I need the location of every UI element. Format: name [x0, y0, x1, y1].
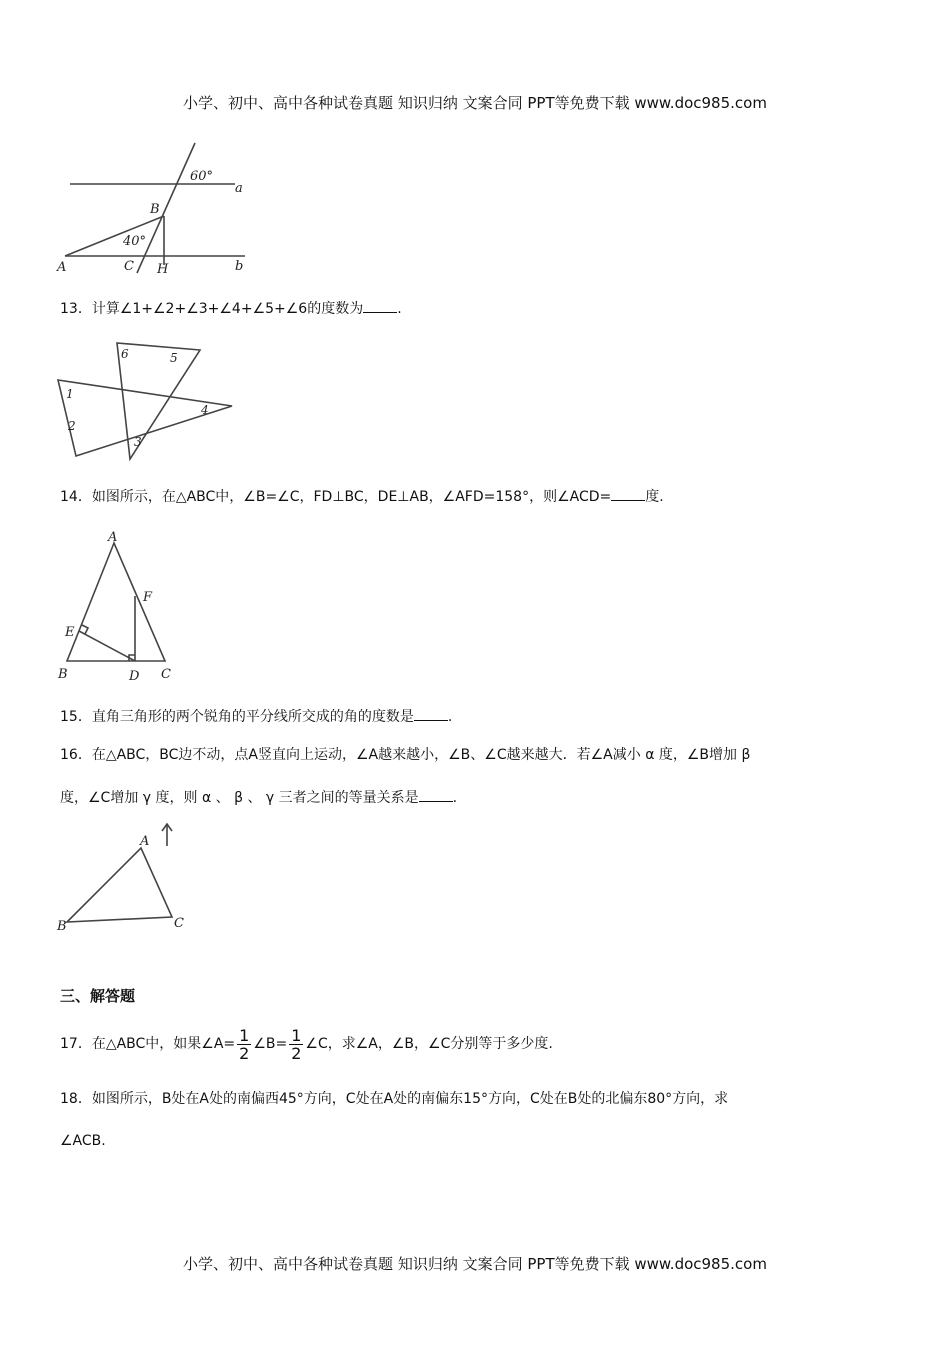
- angle-1-label: 1: [66, 387, 74, 401]
- question-15-end: .: [447, 709, 453, 725]
- section-title: 三、解答题: [60, 987, 136, 1005]
- question-14: [60, 486, 664, 506]
- point-F-label: F: [143, 590, 153, 605]
- angle-40-label: 40°: [123, 234, 147, 249]
- question-17: [60, 1020, 553, 1068]
- question-14-text: 14．如图所示，在△ABC中，∠B=∠C，FD⊥BC，DE⊥AB，∠AFD=158°，则∠ACD=: [60, 489, 612, 505]
- point-B-label: B: [58, 667, 68, 682]
- question-13: [60, 298, 402, 318]
- question-13-text: 13．计算∠1+∠2+∠3+∠4+∠5+∠6的度数为: [60, 301, 364, 317]
- fraction-one-half-2: [289, 1027, 303, 1062]
- fraction-denominator: 2: [239, 1043, 250, 1063]
- answer-blank: [363, 300, 397, 313]
- fraction-denominator: 2: [291, 1043, 302, 1063]
- answer-blank: [419, 789, 453, 802]
- question-14-end: 度.: [645, 489, 664, 505]
- point-C-label: C: [161, 667, 171, 682]
- point-H-label: H: [157, 262, 169, 277]
- question-16-end: .: [452, 790, 458, 806]
- page-footer: 小学、初中、高中各种试卷真题 知识归纳 文案合同 PPT等免费下载 www.doc985.com: [183, 1255, 767, 1273]
- question-16-line1: 16．在△ABC，BC边不动，点A竖直向上运动，∠A越来越小，∠B、∠C越来越大．若∠A减小 α 度，∠B增加 β: [60, 747, 751, 763]
- question-15: [60, 706, 452, 726]
- point-E-label: E: [65, 625, 75, 640]
- angle-2-label: 2: [68, 419, 76, 433]
- angle-3-label: 3: [134, 435, 142, 449]
- fraction-one-half: [237, 1027, 251, 1062]
- point-B-label: B: [57, 919, 67, 934]
- question-18-line1: 18．如图所示，B处在A处的南偏西45°方向，C处在A处的南偏东15°方向，C处在B处的北偏东80°方向，求: [60, 1091, 729, 1107]
- answer-blank: [611, 488, 645, 501]
- angle-4-label: 4: [201, 403, 209, 417]
- line-b-label: b: [235, 259, 244, 274]
- figure-six-angles: [50, 338, 240, 463]
- question-17-suffix: ∠C，求∠A，∠B，∠C分别等于多少度.: [305, 1036, 553, 1052]
- point-D-label: D: [129, 669, 140, 684]
- figure-triangle-moving-a: [55, 820, 195, 940]
- angle-60-label: 60°: [190, 169, 214, 184]
- question-17-prefix: 17．在△ABC中，如果∠A=: [60, 1036, 236, 1052]
- angle-5-label: 5: [170, 351, 178, 365]
- answer-blank: [414, 708, 448, 721]
- figure-triangle-abc-fd-de: [55, 528, 185, 688]
- point-A-label: A: [57, 260, 67, 275]
- question-18-line2: ∠ACB.: [60, 1133, 106, 1149]
- question-15-text: 15．直角三角形的两个锐角的平分线所交成的角的度数是: [60, 709, 414, 725]
- point-C-label: C: [124, 259, 134, 274]
- point-B-label: B: [150, 202, 160, 217]
- question-16-line2: [60, 787, 457, 807]
- point-C-label: C: [174, 916, 184, 931]
- question-16-text: 度，∠C增加 γ 度，则 α 、 β 、 γ 三者之间的等量关系是: [60, 790, 419, 806]
- point-A-label: A: [108, 530, 118, 545]
- point-A-label: A: [140, 834, 150, 849]
- question-13-end: .: [397, 301, 402, 317]
- figure-parallel-lines: [55, 140, 255, 280]
- question-17-mid: ∠B=: [253, 1036, 288, 1052]
- line-a-label: a: [235, 181, 243, 196]
- fraction-numerator: 1: [239, 1025, 250, 1045]
- angle-6-label: 6: [121, 347, 129, 361]
- fraction-numerator: 1: [291, 1025, 302, 1045]
- page-header: 小学、初中、高中各种试卷真题 知识归纳 文案合同 PPT等免费下载 www.doc985.com: [183, 94, 767, 112]
